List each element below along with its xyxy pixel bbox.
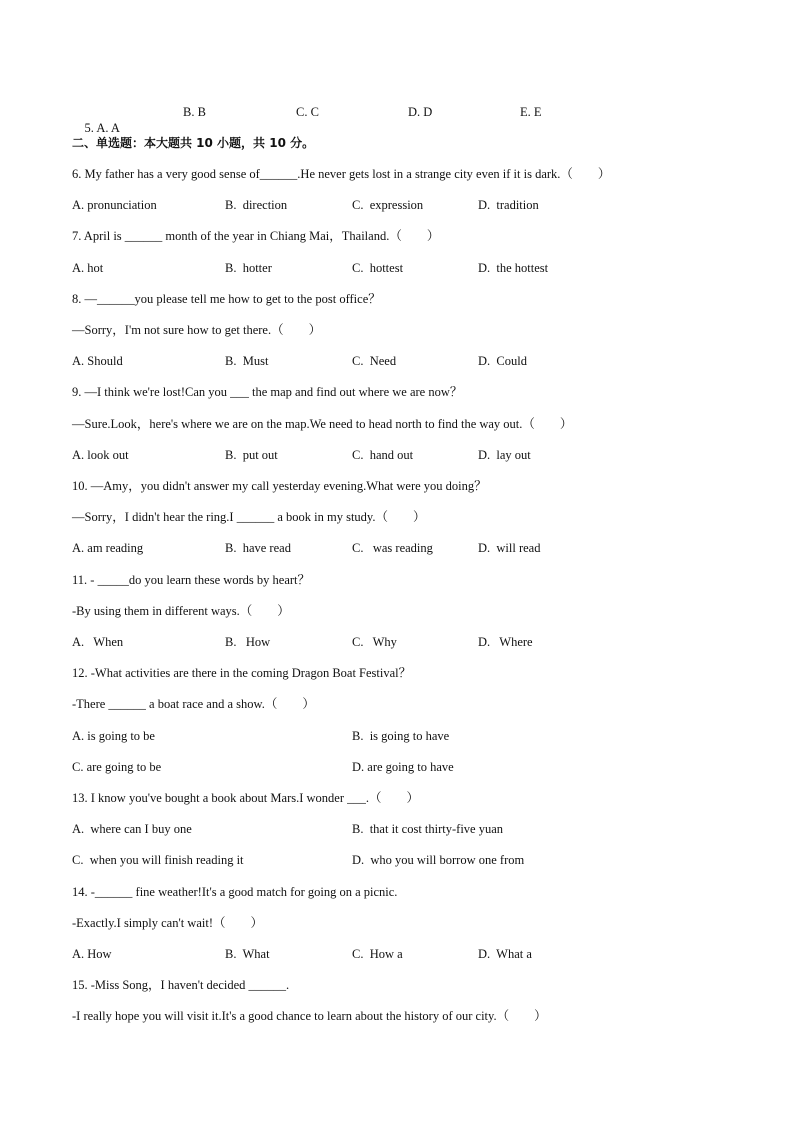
q5-option-c: C. C	[296, 105, 319, 119]
q10-option-d: D. will read	[478, 541, 541, 555]
q5-option-b: B. B	[183, 105, 206, 119]
q7-option-b: B. hotter	[225, 261, 272, 275]
q9-option-b: B. put out	[225, 448, 278, 462]
question-6-stem: 6. My father has a very good sense of______.He never gets lost in a strange city even if it is dark.（ ）	[72, 167, 611, 181]
q12-option-c: C. are going to be	[72, 760, 162, 774]
q14-option-d: D. What a	[478, 947, 532, 961]
q5-option-a: A. A	[96, 121, 120, 135]
question-10-stem: 10. —Amy，you didn't answer my call yesterday evening.What were you doing？	[72, 479, 487, 493]
q11-option-c: C. Why	[352, 635, 397, 649]
q13-option-b: B. that it cost thirty-five yuan	[352, 822, 504, 836]
q5-option-e: E. E	[520, 105, 542, 119]
q10-option-b: B. have read	[225, 541, 291, 555]
q11-option-a: A. When	[72, 635, 124, 649]
question-12-reply: -There ______ a boat race and a show.（ ）	[72, 697, 315, 711]
q6-option-a: A. pronunciation	[72, 198, 157, 212]
q11-option-b: B. How	[225, 635, 271, 649]
question-13-stem: 13. I know you've bought a book about Mars.I wonder ___.（ ）	[72, 791, 419, 805]
question-7-stem: 7. April is ______ month of the year in Chiang Mai，Thailand.（ ）	[72, 229, 440, 243]
q12-option-a: A. is going to be	[72, 729, 155, 743]
question-14-reply: -Exactly.I simply can't wait!（ ）	[72, 916, 263, 930]
section-heading: 二、单选题：本大题共 10 小题，共 10 分。	[72, 136, 315, 150]
q13-option-a: A. where can I buy one	[72, 822, 192, 836]
q6-option-d: D. tradition	[478, 198, 539, 212]
q11-option-d: D. Where	[478, 635, 533, 649]
question-15-reply: -I really hope you will visit it.It's a good chance to learn about the history of our city.（ ）	[72, 1009, 547, 1023]
q5-number: 5.	[84, 121, 94, 135]
q14-option-c: C. How a	[352, 947, 403, 961]
q9-option-c: C. hand out	[352, 448, 414, 462]
question-9-stem: 9. —I think we're lost!Can you ___ the map and find out where we are now？	[72, 385, 463, 399]
q8-option-a: A. Should	[72, 354, 123, 368]
q13-option-d: D. who you will borrow one from	[352, 853, 525, 867]
q5-option-d: D. D	[408, 105, 433, 119]
q12-option-b: B. is going to have	[352, 729, 450, 743]
q6-option-b: B. direction	[225, 198, 288, 212]
question-8-stem: 8. —______you please tell me how to get to the post office？	[72, 292, 381, 306]
question-10-reply: —Sorry，I didn't hear the ring.I ______ a book in my study.（ ）	[72, 510, 426, 524]
question-15-stem: 15. -Miss Song，I haven't decided ______.	[72, 978, 290, 992]
question-8-reply: —Sorry，I'm not sure how to get there.（ ）	[72, 323, 322, 337]
q8-option-b: B. Must	[225, 354, 269, 368]
question-12-stem: 12. -What activities are there in the coming Dragon Boat Festival？	[72, 666, 412, 680]
question-14-stem: 14. -______ fine weather!It's a good match for going on a picnic.	[72, 885, 398, 899]
q7-option-c: C. hottest	[352, 261, 404, 275]
q7-option-a: A. hot	[72, 261, 104, 275]
q9-option-d: D. lay out	[478, 448, 531, 462]
q10-option-c: C. was reading	[352, 541, 433, 555]
q10-option-a: A. am reading	[72, 541, 144, 555]
question-11-stem: 11. - _____do you learn these words by heart？	[72, 573, 311, 587]
question-11-reply: -By using them in different ways.（ ）	[72, 604, 290, 618]
q8-option-c: C. Need	[352, 354, 397, 368]
q14-option-a: A. How	[72, 947, 112, 961]
question-9-reply: —Sure.Look，here's where we are on the map.We need to head north to find the way out.（ ）	[72, 417, 573, 431]
q6-option-c: C. expression	[352, 198, 424, 212]
q9-option-a: A. look out	[72, 448, 129, 462]
q14-option-b: B. What	[225, 947, 270, 961]
q7-option-d: D. the hottest	[478, 261, 549, 275]
q8-option-d: D. Could	[478, 354, 527, 368]
q12-option-d: D. are going to have	[352, 760, 454, 774]
q13-option-c: C. when you will finish reading it	[72, 853, 244, 867]
